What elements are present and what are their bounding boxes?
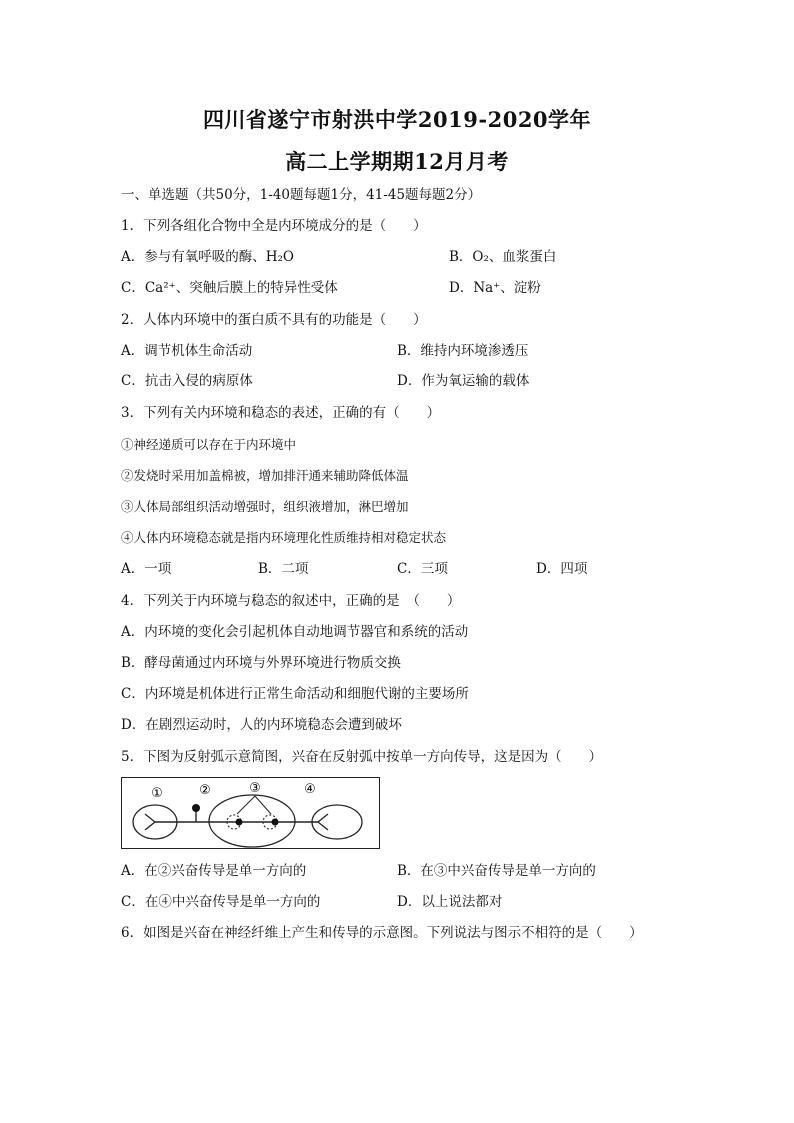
q5-option-b: B．在③中兴奋传导是单一方向的 [397, 863, 596, 879]
q1-option-d: D．Na⁺、淀粉 [449, 280, 541, 296]
ganglion-dot [192, 804, 200, 812]
q1-option-c: C．Ca²⁺、突触后膜上的特异性受体 [121, 280, 338, 296]
synapse-2-dot [272, 819, 279, 826]
q4-option-a: A．内环境的变化会引起机体自动地调节器官和系统的活动 [121, 624, 469, 640]
diagram-label-3: ③ [249, 781, 261, 796]
q4-option-c: C．内环境是机体进行正常生命活动和细胞代谢的主要场所 [121, 686, 469, 702]
effector-endings [318, 814, 328, 830]
q1-stem: 1．下列各组化合物中全是内环境成分的是（ ） [121, 218, 427, 234]
receptor-endings [145, 814, 155, 830]
q3-statement-3: ③人体局部组织活动增强时，组织液增加，淋巴增加 [121, 499, 409, 514]
q2-stem: 2．人体内环境中的蛋白质不具有的功能是（ ） [121, 312, 427, 328]
q5-option-a: A．在②兴奋传导是单一方向的 [121, 863, 307, 879]
q3-option-a: A．一项 [121, 561, 172, 577]
section-heading: 一、单选题（共50分，1-40题每题1分，41-45题每题2分） [121, 187, 482, 203]
exam-title-line1: 四川省遂宁市射洪中学2019-2020学年 [202, 107, 592, 132]
diagram-label-1: ① [151, 786, 163, 801]
q3-statement-4: ④人体内环境稳态就是指内环境理化性质维持相对稳定状态 [121, 530, 447, 545]
pointer-3a [237, 796, 255, 814]
q4-option-b: B．酵母菌通过内环境与外界环境进行物质交换 [121, 655, 401, 671]
exam-title-line2: 高二上学期期12月月考 [285, 149, 509, 174]
q3-option-b: B．二项 [258, 561, 309, 577]
diagram-label-4: ④ [304, 782, 316, 797]
q3-statement-1: ①神经递质可以存在于内环境中 [121, 437, 297, 452]
q2-option-a: A．调节机体生命活动 [121, 343, 253, 359]
q1-option-b: B．O₂、血浆蛋白 [449, 249, 557, 265]
nerve-center-ellipse [209, 795, 295, 847]
q2-option-d: D．作为氧运输的载体 [397, 373, 530, 389]
q4-option-d: D．在剧烈运动时，人的内环境稳态会遭到破坏 [121, 717, 402, 733]
effector-ellipse [312, 805, 362, 839]
q4-stem: 4．下列关于内环境与稳态的叙述中，正确的是 （ ） [121, 593, 461, 609]
reflex-arc-diagram [121, 777, 380, 849]
pointer-3b [255, 796, 271, 814]
q2-option-b: B．维持内环境渗透压 [397, 343, 529, 359]
q3-statement-2: ②发烧时采用加盖棉被，增加排汗通来辅助降低体温 [121, 468, 409, 483]
q1-option-a: A．参与有氧呼吸的酶、H₂O [121, 249, 295, 265]
diagram-label-2: ② [199, 783, 211, 798]
q3-option-d: D．四项 [536, 561, 588, 577]
q5-stem: 5．下图为反射弧示意简图，兴奋在反射弧中按单一方向传导，这是因为（ ） [121, 749, 603, 765]
q3-stem: 3．下列有关内环境和稳态的表述，正确的有（ ） [121, 405, 441, 421]
q6-stem: 6．如图是兴奋在神经纤维上产生和传导的示意图。下列说法与图示不相符的是（ ） [121, 925, 643, 941]
q5-option-c: C．在④中兴奋传导是单一方向的 [121, 894, 321, 910]
synapse-1-dot [236, 819, 243, 826]
q5-option-d: D．以上说法都对 [397, 894, 503, 910]
q3-option-c: C．三项 [397, 561, 448, 577]
q2-option-c: C．抗击入侵的病原体 [121, 373, 253, 389]
